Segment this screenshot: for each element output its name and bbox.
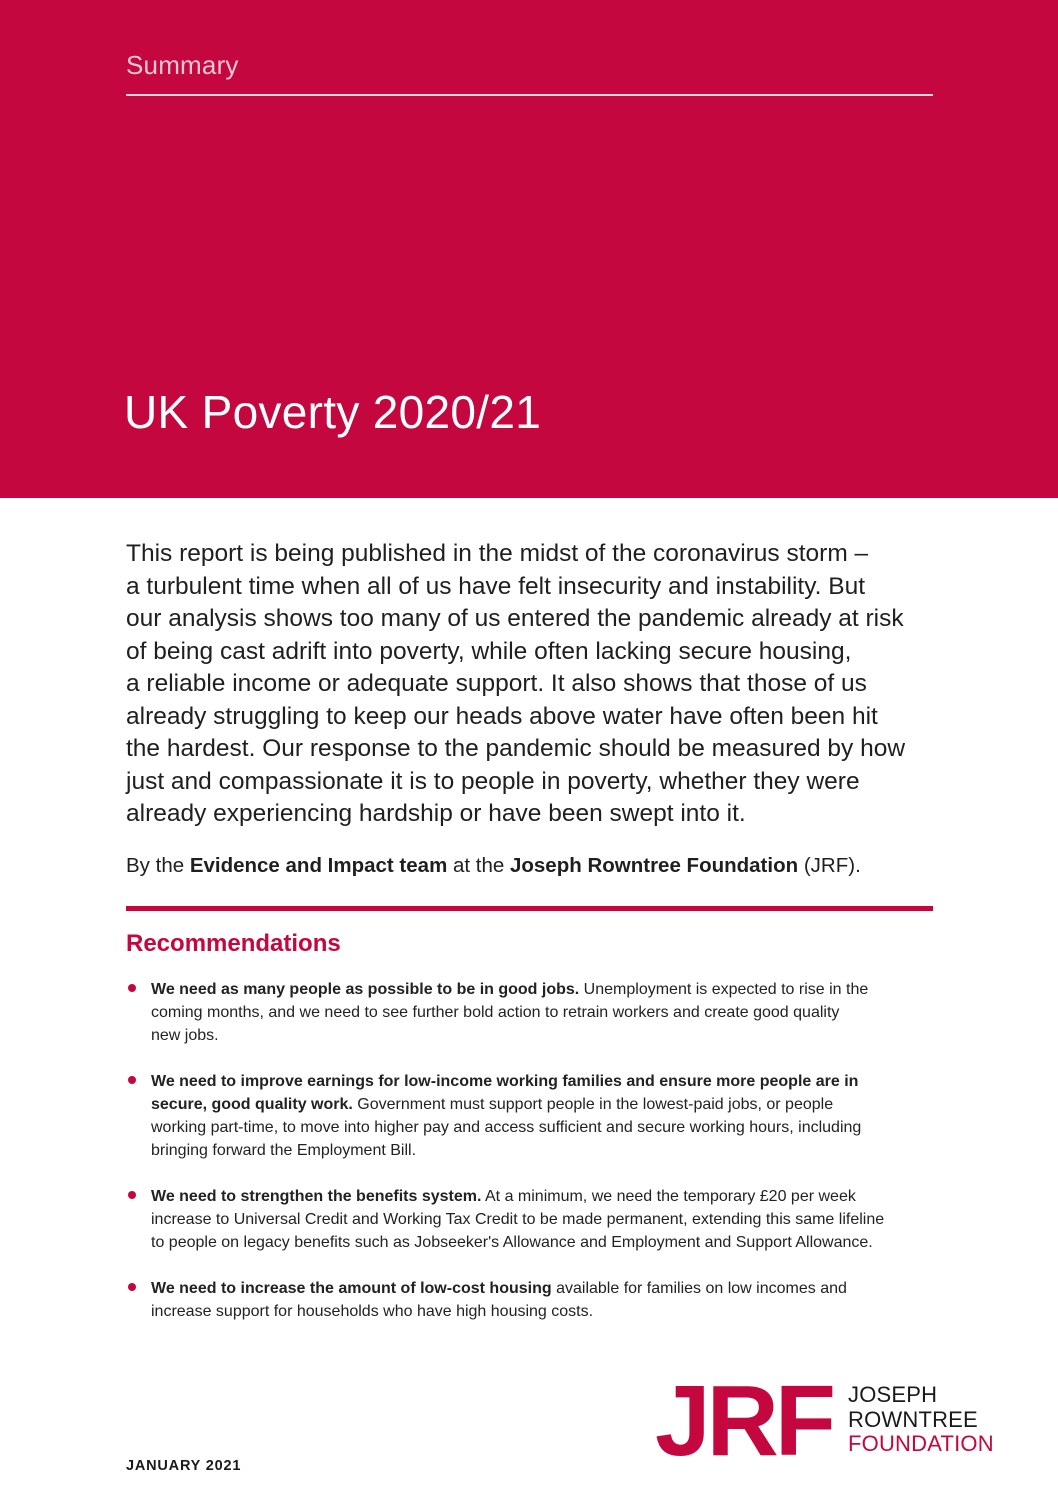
- intro-line: This report is being published in the midst of the coronavirus storm –: [126, 540, 869, 567]
- byline-prefix: By the: [126, 854, 190, 877]
- hero-banner: [0, 0, 1058, 498]
- rec-bold: We need to increase the amount of low-cost housing: [151, 1280, 552, 1297]
- logo-wordmark: [848, 1383, 994, 1457]
- intro-paragraph: [126, 538, 946, 831]
- rec-line: [151, 1277, 946, 1300]
- intro-line: just and compassionate it is to people in poverty, whether they were: [126, 767, 860, 795]
- logo-line: FOUNDATION: [848, 1431, 994, 1456]
- rec-line: bringing forward the Employment Bill.: [151, 1142, 417, 1159]
- rec-text: At a minimum, we need the temporary £20 per week: [481, 1188, 856, 1205]
- intro-line: of being cast adrift into poverty, while often lacking secure housing,: [126, 637, 852, 665]
- rec-line: working part-time, to move into higher pay and access sufficient and secure working hours, including: [151, 1119, 862, 1136]
- section-label: Summary: [126, 50, 239, 80]
- rec-line: [151, 978, 946, 1001]
- rec-line: increase to Universal Credit and Working Tax Credit to be made permanent, extending this same lifeline: [151, 1211, 885, 1228]
- bullet-icon: [128, 1283, 136, 1291]
- rec-line: [151, 1185, 946, 1208]
- byline-middle: at the: [447, 854, 510, 877]
- rec-line: coming months, and we need to see further bold action to retrain workers and create good quality: [151, 1004, 840, 1021]
- byline-team: Evidence and Impact team: [189, 854, 448, 877]
- rec-line: increase support for households who have high housing costs.: [151, 1303, 594, 1320]
- bullet-icon: [128, 984, 136, 992]
- rec-line: new jobs.: [151, 1027, 219, 1044]
- list-item: [126, 1070, 946, 1162]
- section-divider: [126, 94, 933, 96]
- logo-mark: JRF: [655, 1365, 832, 1477]
- logo-line: ROWNTREE: [848, 1406, 978, 1432]
- intro-line: already experiencing hardship or have been swept into it.: [126, 800, 746, 827]
- rec-text: Government must support people in the lowest-paid jobs, or people: [352, 1096, 834, 1113]
- byline: [126, 854, 861, 878]
- list-item: [126, 978, 946, 1047]
- byline-org: Joseph Rowntree Foundation: [509, 854, 799, 877]
- rec-bold: secure, good quality work.: [151, 1096, 353, 1113]
- recommendations-heading: Recommendations: [126, 930, 341, 957]
- rec-bold: We need to strengthen the benefits system.: [151, 1188, 482, 1205]
- bullet-icon: [128, 1191, 136, 1199]
- section-divider-red: [126, 906, 933, 911]
- recommendations-list: [126, 978, 946, 1323]
- rec-line: [151, 1093, 946, 1116]
- intro-line: the hardest. Our response to the pandemic should be measured by how: [126, 735, 906, 762]
- rec-text: available for families on low incomes and: [551, 1280, 847, 1297]
- rec-bold: We need as many people as possible to be in good jobs.: [151, 981, 580, 998]
- byline-suffix: (JRF).: [798, 854, 861, 877]
- publication-date: JANUARY 2021: [126, 1458, 242, 1474]
- intro-line: a reliable income or adequate support. It also shows that those of us: [126, 670, 867, 697]
- list-item: [126, 1185, 946, 1254]
- intro-line: already struggling to keep our heads above water have often been hit: [126, 702, 878, 730]
- bullet-icon: [128, 1076, 136, 1084]
- list-item: [126, 1277, 946, 1323]
- jrf-logo: [655, 1365, 1025, 1477]
- rec-bold: We need to improve earnings for low-income working families and ensure more people are in: [151, 1073, 859, 1090]
- rec-line: [151, 1070, 946, 1093]
- rec-text: Unemployment is expected to rise in the: [579, 981, 869, 998]
- intro-line: our analysis shows too many of us entered the pandemic already at risk: [126, 605, 904, 632]
- intro-line: a turbulent time when all of us have felt insecurity and instability. But: [126, 572, 866, 600]
- rec-line: to people on legacy benefits such as Jobseeker's Allowance and Employment and Support Allowance.: [151, 1234, 873, 1251]
- page-title: UK Poverty 2020/21: [124, 386, 542, 438]
- logo-line: JOSEPH: [848, 1382, 938, 1407]
